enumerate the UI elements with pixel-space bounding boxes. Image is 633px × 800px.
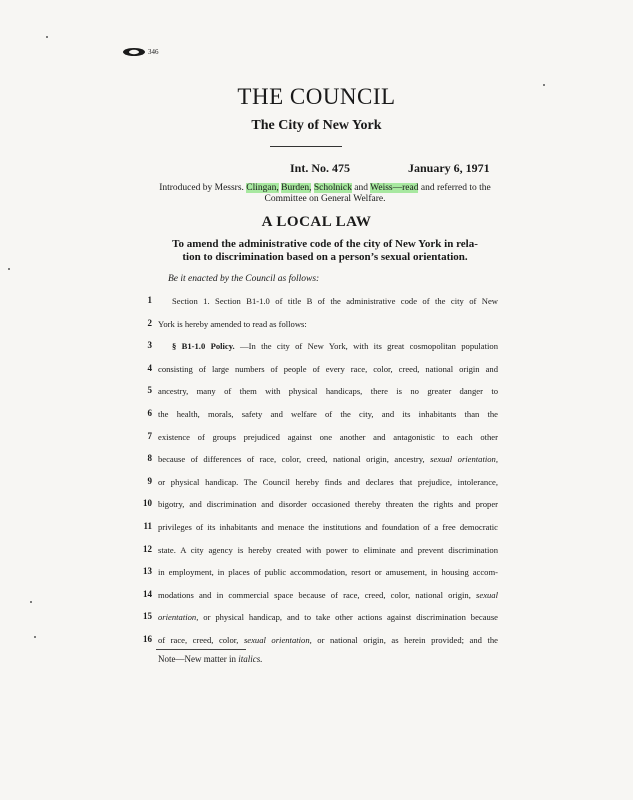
sponsor-name: Burden, [281,183,312,193]
bill-date: January 6, 1971 [408,161,490,175]
line-number: 11 [143,521,152,531]
scan-speck [8,268,10,270]
line-text: of race, creed, color, [158,635,239,645]
sponsor-name: Scholnick [313,183,352,193]
body-line [158,319,498,329]
line-text: privileges of its inhabitants and menace the institutions and foundation of a free democratic [158,522,498,532]
line-text: § B1-1.0 Policy. [172,341,235,351]
committee-referral: Committee on General Welfare. [264,194,386,204]
line-text: —In the city of New York, with its great cosmopolitan population [240,341,498,351]
line-number: 8 [147,453,152,463]
line-text: orientation, [158,612,199,622]
line-text: state. A city agency is hereby created with power to eliminate and prevent discrimination [158,545,498,555]
line-number: 9 [147,476,152,486]
line-text: the health, morals, safety and welfare of the city, and its inhabitants than the [158,409,498,419]
body-line [172,341,498,351]
body-line [158,409,498,419]
body-line [158,364,498,374]
line-number: 4 [147,363,152,373]
line-text: York is hereby amended to read as follows: [158,319,307,329]
council-seal-icon [122,47,146,57]
law-purpose [150,238,500,264]
sponsor-name: Weiss—read [370,183,419,193]
body-line [158,612,498,622]
line-text: sexual orientation, [430,454,498,464]
line-text: or physical handicap, and to take other actions against discrimination because [203,612,498,622]
footnote-italic: italics. [238,654,263,664]
introduced-suffix: and referred to the [420,183,491,193]
line-number: 5 [147,385,152,395]
purpose-line: tion to discrimination based on a person’s sexual orientation. [182,251,468,263]
body-line [158,567,498,577]
purpose-line: To amend the administrative code of the city of New York in rela- [172,238,478,250]
line-number: 15 [143,611,152,621]
page-number: 346 [148,48,159,56]
line-number: 13 [143,566,152,576]
body-line [158,522,498,532]
law-heading: A LOCAL LAW [261,214,372,230]
body-line [158,386,498,396]
introduced-and: and [354,183,368,193]
line-text: Section 1. Section B1-1.0 of title B of the administrative code of the city of New [172,296,498,306]
body-line [158,432,498,442]
line-number: 14 [143,589,152,599]
body-line [158,545,498,555]
scan-speck [34,636,36,638]
line-text: sexual orientation, [243,635,312,645]
line-number: 2 [147,318,152,328]
scan-speck [30,601,32,603]
line-number: 6 [147,408,152,418]
scan-speck [46,36,48,38]
line-text: or national origin, as herein provided; and the [317,635,498,645]
introduced-prefix: Introduced by Messrs. [159,183,244,193]
line-number: 12 [143,544,152,554]
body-line [158,454,498,464]
line-text: existence of groups prejudiced against one another and antagonistic to each other [158,432,498,442]
footnote [158,654,262,664]
line-text: because of differences of race, color, creed, national origin, ancestry, [158,454,425,464]
line-text: sexual [476,590,498,600]
scan-speck [543,84,545,86]
line-number: 1 [147,295,152,305]
line-text: modations and in commercial space because of race, creed, color, national origin, [158,590,471,600]
document-title: THE COUNCIL [237,84,396,109]
line-text: ancestry, many of them with physical handicaps, there is no greater danger to [158,386,498,396]
line-text: bigotry, and discrimination and disorder occasioned thereby threaten the rights and proper [158,499,498,509]
title-divider [270,146,342,147]
line-number: 10 [143,498,152,508]
sponsor-name: Clingan, [246,183,279,193]
line-number: 3 [147,340,152,350]
body-line [158,635,498,645]
introduced-by [150,183,500,205]
line-text: consisting of large numbers of people of every race, color, creed, national origin and [158,364,498,374]
line-number: 7 [147,431,152,441]
body-line [172,296,498,306]
line-text: or physical handicap. The Council hereby finds and declares that prejudice, intolerance, [158,477,498,487]
body-line [158,499,498,509]
intro-number: Int. No. 475 [290,161,351,175]
footnote-divider [156,649,246,650]
body-line [158,477,498,487]
footnote-text: Note—New matter in [158,654,236,664]
document-subtitle: The City of New York [251,118,382,133]
line-number: 16 [143,634,152,644]
body-line [158,590,498,600]
line-text: in employment, in places of public accommodation, resort or amusement, in housing accom- [158,567,498,577]
enacting-clause: Be it enacted by the Council as follows: [168,274,320,284]
